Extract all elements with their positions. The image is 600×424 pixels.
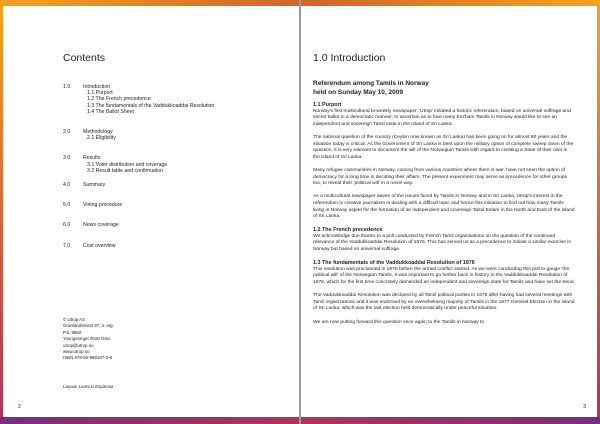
imprint-line: ISBN 978-82-998107-0-8 [63,355,113,361]
right-page [301,0,600,424]
imprint-line: P.b. 8962 [63,329,82,335]
referendum-heading-line: Referendum among Tamils in Norway [313,80,429,87]
toc-entry-cost-overview [63,243,293,249]
toc-title: Results [83,155,101,162]
referendum-heading-line: held on Sunday May 10, 2009 [313,88,403,96]
layout-credit: Layout: Leoncio Espinosa [63,384,114,389]
toc-title: Cost overview [83,242,116,249]
toc-entry-voting-procedure [63,202,293,208]
imprint [63,317,114,362]
toc-entry-methodology [63,129,293,141]
body-text [313,102,575,333]
toc-number: 7.0 [63,242,71,249]
toc-title: News coverage [83,222,119,229]
toc-subitem: 1.4 The Ballot Sheet [87,108,134,115]
decorative-edge-bottom [301,417,600,424]
imprint-line: Youngstorget 0028 Oslo [63,336,110,342]
toc-title: Voting procedure [83,202,123,209]
toc-subitem: 3.1 Voter distribution and coverage [87,161,168,168]
subsection-heading: 1.1 Purport [313,102,342,108]
decorative-edge-top [301,0,600,6]
page-number: 2 [18,404,21,410]
toc-number: 4.0 [63,182,71,189]
paragraph: We acknowledge due thanks to a poll conducted by French Tamil organisations on the question of the continued relevance of the Vaddukkoaddai Resolution of 1976. This has served us as a precedence to initiate a similar exercise in Norway but based on universal suffrage. [313,233,572,253]
subsection-heading: 1.2 The French precedence [313,227,383,234]
decorative-edge-side [0,6,3,417]
toc-title: Summary [83,182,106,189]
subsection-heading: 1.3 The fundamentals of the Vaddukkoaddai Resolution of 1976 [313,260,475,267]
decorative-edge-top [0,0,299,6]
section-title: 1.0 Introduction [313,52,386,64]
imprint-line: www.utrop.no [63,349,90,355]
imprint-line: utrop@utrop.no [63,342,94,348]
paragraph: We are now putting forward this question once again to the Tamils in Norway to [313,319,485,325]
left-page [0,0,299,424]
toc-number: 5.0 [63,202,71,209]
toc-subitem: 1.2 The French precedence [87,96,151,103]
toc-subitem: 1.1 Purport [87,90,113,97]
toc-title: Methodology [83,129,113,136]
toc-number: 1.0 [63,84,71,90]
toc-entry-summary [63,182,293,188]
toc-entry-introduction [63,84,293,115]
toc-number: 6.0 [63,222,71,229]
paragraph: This resolution was proclaimed in 1976 before the armed conflict started. As we were conducting this poll to gauge 'the political will' of the Norwegian Tamils, it was important to go further back in history to the Vaddukkoaddai Resolution of 1976, which for the first time concretely demanded an independent and sovereign state for Tamils and have set the trend. [313,266,575,286]
toc-subitem: 1.3 The fundamentals of the Vaddukkoaddai Resolution [87,102,215,109]
toc-subitem: 3.2 Result table and confirmation [87,167,163,174]
paragraph: The Vaddukkoaddai Resolution was declared by all Tamil political parties in 1976 after having had several meetings with Tamil organizations and it was endorsed by an overwhelming majority of Tamils in the 1977 General Election in the island of Sri Lanka, which was the last election held democratically under peaceful situation. [313,293,575,312]
toc-entry-results [63,155,293,174]
imprint-line: © Utrop AS [63,317,86,322]
referendum-heading [313,80,429,97]
paragraph: Many refugee communities in Norway, coming from various countries where there is war, have not seen the option of democracy for a long time in deciding their affairs. The present experiment may serve as precedence for other groups too, to reveal their 'political will' in a novel way. [313,167,567,187]
toc-number: 2.0 [63,129,71,136]
imprint-line: Grønlandsleiret 37, 4. etg. [63,323,114,329]
decorative-edge-bottom [0,417,299,424]
contents-title: Contents [63,52,106,64]
page-number: 3 [583,404,586,410]
toc-number: 3.0 [63,155,71,162]
toc-subitem: 2.1 Eligibility [87,135,116,142]
paragraph: The national question of the country (Ceylon now known as Sri Lanka) has been going on for almost 60 years and the situation today is critical. As the Government of Sri Lanka is bent upon the military option of complete sweep down of the question, it is very relevant to document the will of the Norwegian Tamils with regard to creating a State of their own in the island of Sri Lanka. [313,134,574,160]
paragraph: Norway's first multicultural bi-weekly newspaper, 'Utrop' initiated a historic referendum, based on universal suffrage and secret ballot in a democratic manner, to ascertain as to how many Eezham Tamils in Norway would like to see an independent and sovereign Tamil state in the island of Sri Lanka. [313,108,571,127]
paragraph: As a multicultural newspaper aware of the issues faced by Tamils in Norway and in Sri Lanka, Utrop's interest in the referendum is creative journalism in dealing with a difficult topic and hence this initiation to find out how many Tamils living in Norway aspire for the formation of an independent and sovereign Tamil Eelam in the North and East of the island of Sri Lanka. [313,194,575,220]
toc-entry-news-coverage [63,222,293,228]
toc-title: Introduction [83,84,111,90]
table-of-contents [63,84,293,249]
